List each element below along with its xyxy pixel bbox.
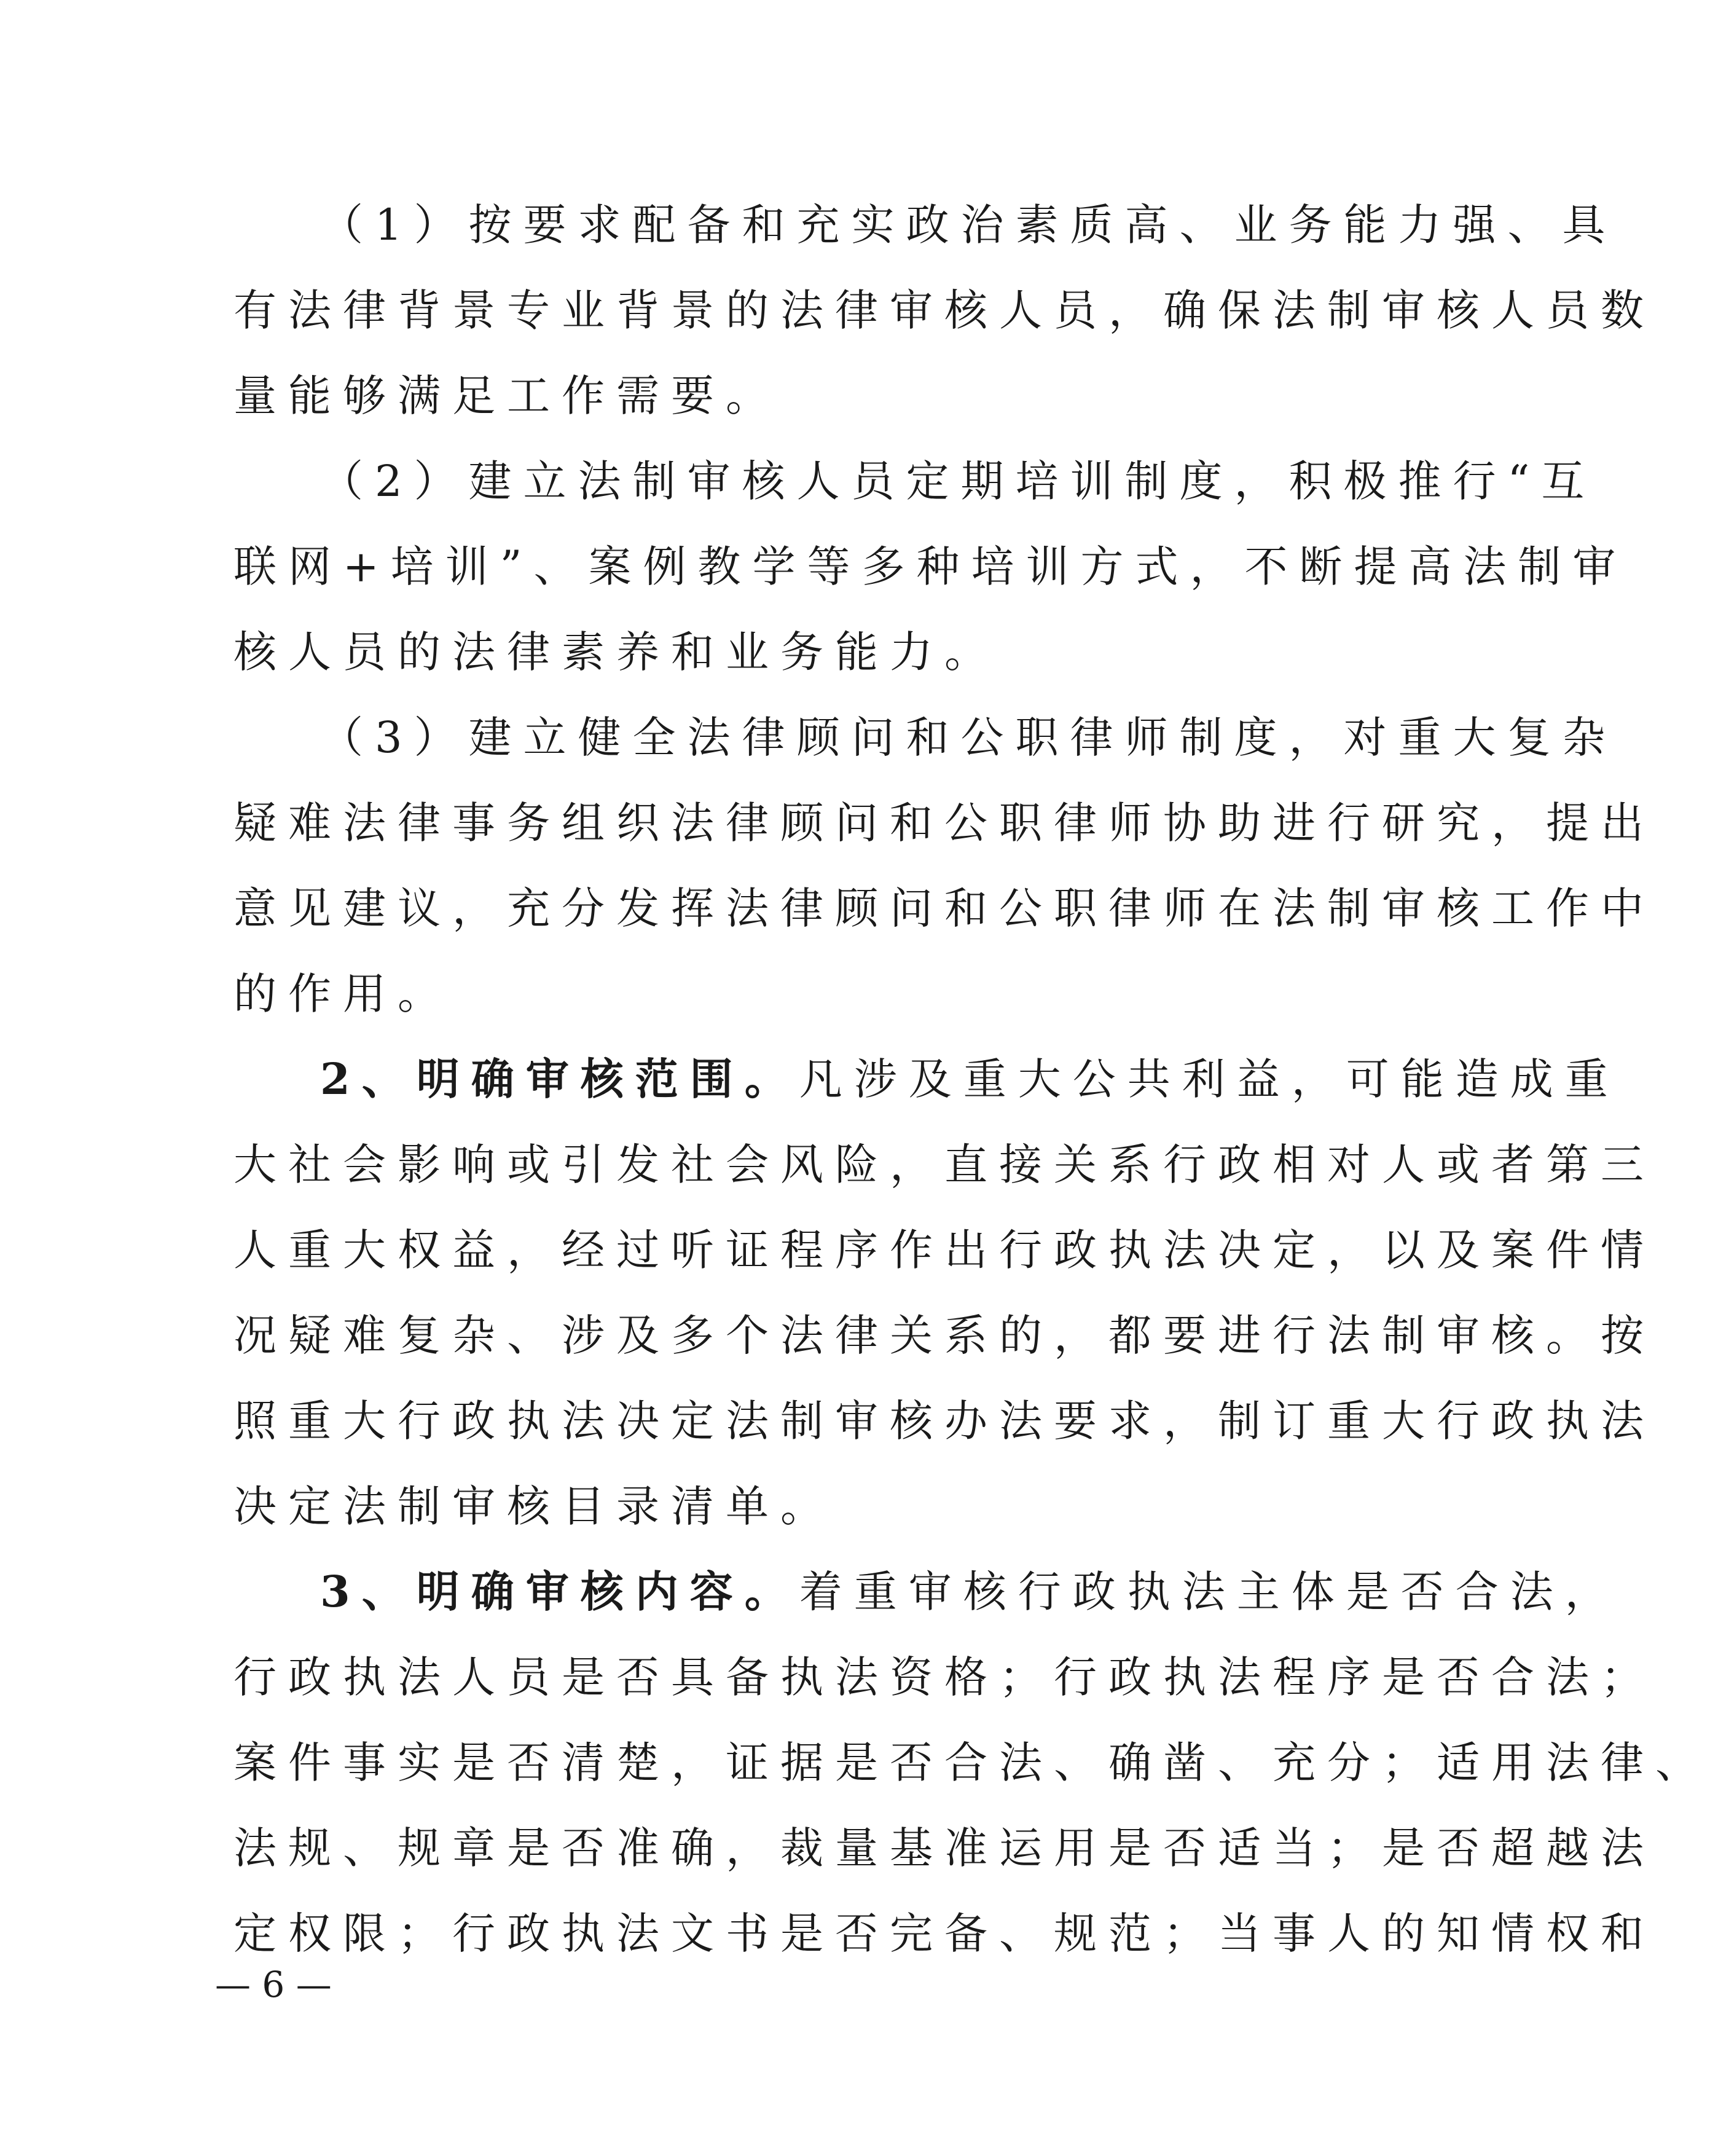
- page-number: — 6 —: [215, 1964, 332, 2005]
- paragraph-2-line-1: （2）建立法制审核人员定期培训制度，积极推行“互: [320, 456, 1596, 506]
- paragraph-5-line-3: 案件事实是否清楚，证据是否合法、确凿、充分；适用法律、: [233, 1737, 1710, 1788]
- paragraph-5-line-1-text: 着重审核行政执法主体是否合法，: [799, 1567, 1620, 1617]
- paragraph-2-line-3: 核人员的法律素养和业务能力。: [233, 627, 999, 677]
- paragraph-4-line-1-text: 凡涉及重大公共利益，可能造成重: [799, 1054, 1620, 1104]
- paragraph-4-line-2: 大社会影响或引发社会风险，直接关系行政相对人或者第三: [233, 1139, 1655, 1190]
- section-3-heading: 3、明确审核内容。: [320, 1566, 799, 1617]
- paragraph-3-line-2: 疑难法律事务组织法律顾问和公职律师协助进行研究，提出: [233, 798, 1655, 848]
- paragraph-5-line-1: [320, 1566, 1620, 1617]
- paragraph-1-line-3: 量能够满足工作需要。: [233, 371, 780, 421]
- paragraph-4-line-6: 决定法制审核目录清单。: [233, 1481, 835, 1532]
- paragraph-3-line-4: 的作用。: [233, 969, 452, 1019]
- paragraph-3-line-1: （3）建立健全法律顾问和公职律师制度，对重大复杂: [320, 712, 1617, 763]
- paragraph-4-line-5: 照重大行政执法决定法制审核办法要求，制订重大行政执法: [233, 1396, 1655, 1446]
- paragraph-4-line-1: [320, 1053, 1620, 1104]
- paragraph-5-line-5: 定权限；行政执法文书是否完备、规范；当事人的知情权和: [233, 1908, 1655, 1959]
- paragraph-5-line-4: 法规、规章是否准确，裁量基准运用是否适当；是否超越法: [233, 1823, 1655, 1873]
- paragraph-4-line-4: 况疑难复杂、涉及多个法律关系的，都要进行法制审核。按: [233, 1310, 1655, 1361]
- paragraph-1-line-1: （1）按要求配备和充实政治素质高、业务能力强、具: [320, 200, 1617, 250]
- paragraph-5-line-2: 行政执法人员是否具备执法资格；行政执法程序是否合法；: [233, 1652, 1655, 1702]
- paragraph-2-line-2: 联网+培训”、案例教学等多种培训方式，不断提高法制审: [233, 541, 1628, 592]
- section-2-heading: 2、明确审核范围。: [320, 1053, 799, 1104]
- paragraph-4-line-3: 人重大权益，经过听证程序作出行政执法决定，以及案件情: [233, 1225, 1655, 1275]
- paragraph-3-line-3: 意见建议，充分发挥法律顾问和公职律师在法制审核工作中: [233, 883, 1655, 934]
- paragraph-1-line-2: 有法律背景专业背景的法律审核人员，确保法制审核人员数: [233, 285, 1655, 336]
